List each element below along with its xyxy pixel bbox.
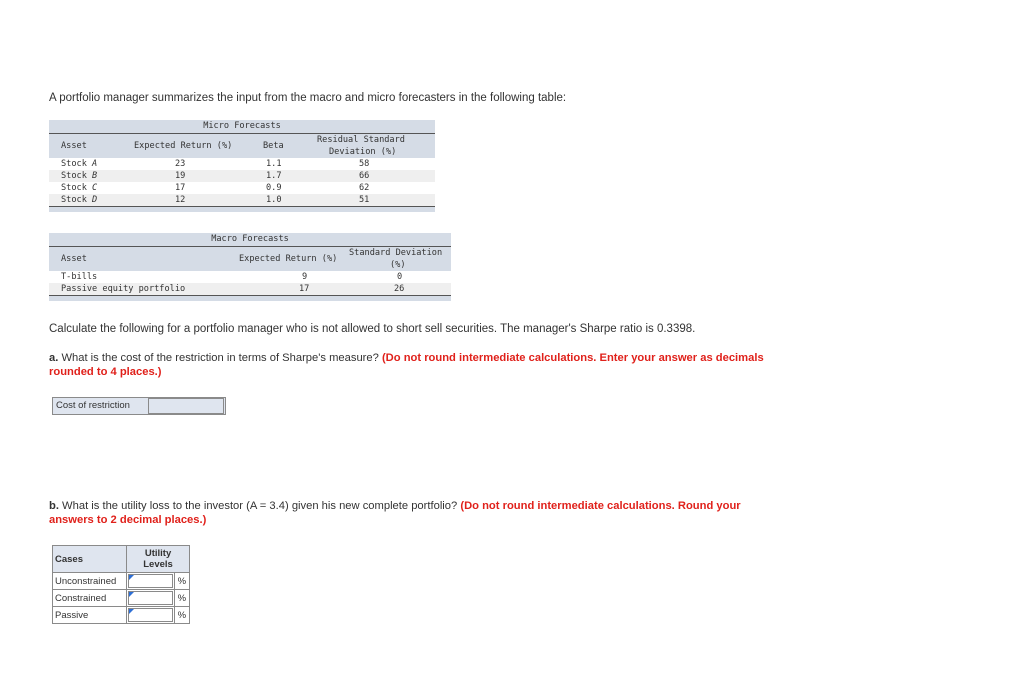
passive-utility-input[interactable]: [127, 607, 175, 624]
cost-of-restriction-input[interactable]: [148, 398, 224, 414]
table-row: [53, 607, 190, 624]
beta-cell: 1.0: [266, 195, 282, 205]
table-row: [49, 182, 435, 194]
table-row: [53, 573, 190, 590]
question-b-label: b.: [49, 500, 59, 512]
beta-cell: 0.9: [266, 183, 282, 193]
question-b-instruction: (Do not round intermediate calculations. Round your answers to 2 decimal places.): [49, 500, 741, 526]
macro-header-sd-1: Standard Deviation: [349, 248, 443, 258]
sd-cell: 51: [359, 195, 370, 205]
return-cell: 17: [175, 183, 186, 193]
input-flag-icon: [129, 609, 134, 614]
asset-cell: Passive equity portfolio: [61, 284, 186, 294]
asset-cell: Stock B: [61, 171, 98, 181]
percent-unit: %: [174, 573, 189, 590]
case-label: Unconstrained: [53, 573, 127, 590]
return-cell: 9: [302, 272, 308, 282]
utility-header-row: [53, 546, 190, 573]
return-cell: 19: [175, 171, 186, 181]
return-cell: 23: [175, 159, 186, 169]
sd-cell: 62: [359, 183, 370, 193]
question-a-label: a.: [49, 352, 59, 364]
table-row: [49, 271, 451, 283]
case-label: Passive: [53, 607, 127, 624]
macro-header-asset: Asset: [61, 254, 87, 264]
case-label: Constrained: [53, 590, 127, 607]
return-cell: 12: [175, 195, 186, 205]
macro-forecasts-table: [49, 233, 451, 301]
percent-unit: %: [174, 590, 189, 607]
intro-text: A portfolio manager summarizes the input from the macro and micro forecasters in the following table:: [49, 92, 567, 104]
question-b: [49, 499, 769, 527]
question-a-text: What is the cost of the restriction in terms of Sharpe's measure?: [58, 352, 382, 364]
question-a-instruction: (Do not round intermediate calculations. Enter your answer as decimals rounded to 4 places.): [49, 352, 764, 378]
table-row: [49, 170, 435, 182]
asset-cell: T-bills: [61, 272, 98, 282]
macro-table-footer: [49, 295, 451, 301]
micro-header-row: [49, 134, 435, 158]
sd-cell: 26: [394, 284, 405, 294]
calculate-instruction: Calculate the following for a portfolio manager who is not allowed to short sell securities. The manager's Sharpe ratio is 0.3398.: [49, 323, 696, 335]
micro-header-resid-2: Deviation (%): [329, 147, 397, 157]
cases-header: Cases: [53, 546, 127, 573]
beta-cell: 1.1: [266, 159, 282, 169]
question-b-text: What is the utility loss to the investor (A = 3.4) given his new complete portfolio?: [58, 500, 461, 512]
beta-cell: 1.7: [266, 171, 282, 181]
asset-cell: Stock A: [61, 159, 98, 169]
micro-header-resid-1: Residual Standard: [317, 135, 405, 145]
utility-levels-table: [52, 545, 190, 624]
micro-header-return: Expected Return (%): [134, 141, 233, 151]
micro-forecasts-table: [49, 120, 435, 212]
input-flag-icon: [129, 575, 134, 580]
sd-cell: 0: [397, 272, 403, 282]
table-row: [53, 590, 190, 607]
cost-of-restriction-label: Cost of restriction: [56, 400, 130, 411]
input-flag-icon: [129, 592, 134, 597]
macro-caption: Macro Forecasts: [49, 233, 451, 247]
table-row: [49, 283, 451, 295]
asset-cell: Stock D: [61, 195, 98, 205]
utility-levels-header: Utility Levels: [127, 546, 190, 573]
cost-of-restriction-row: [52, 397, 226, 415]
unconstrained-utility-input[interactable]: [127, 573, 175, 590]
table-row: [49, 194, 435, 206]
micro-header-asset: Asset: [61, 141, 87, 151]
micro-header-beta: Beta: [263, 141, 284, 151]
constrained-utility-input[interactable]: [127, 590, 175, 607]
asset-cell: Stock C: [61, 183, 98, 193]
percent-unit: %: [174, 607, 189, 624]
micro-table-footer: [49, 206, 435, 212]
macro-header-row: [49, 247, 451, 271]
sd-cell: 58: [359, 159, 370, 169]
sd-cell: 66: [359, 171, 370, 181]
macro-header-return: Expected Return (%): [239, 254, 338, 264]
table-row: [49, 158, 435, 170]
macro-header-sd-2: (%): [390, 260, 406, 270]
return-cell: 17: [299, 284, 310, 294]
micro-caption: Micro Forecasts: [49, 120, 435, 134]
question-a: [49, 351, 769, 379]
